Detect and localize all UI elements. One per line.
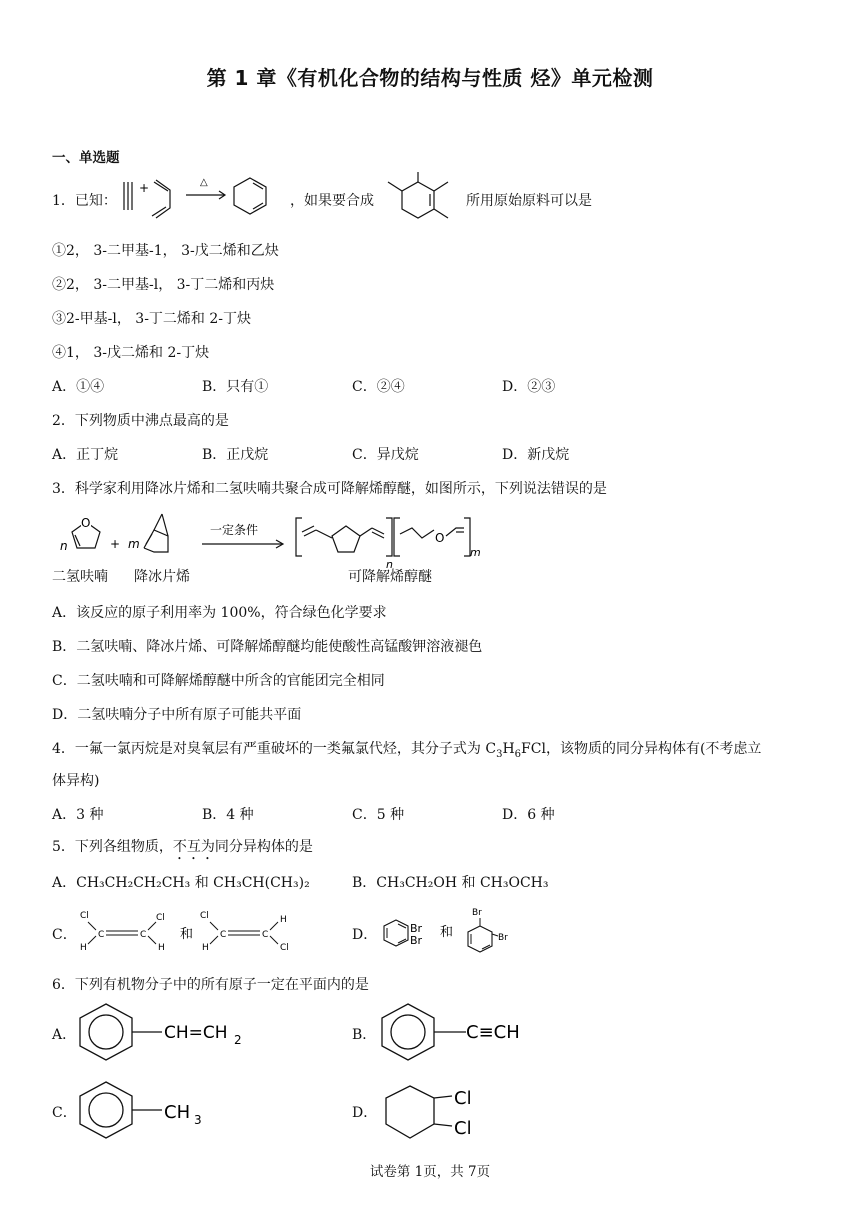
svg-text:Cl: Cl (200, 911, 209, 921)
q5-a-prefix: A． (52, 875, 77, 891)
q1-statement-4: ④1， 3-戊二烯和 2-丁炔 (52, 345, 210, 361)
q5-b-prefix: B． (352, 875, 377, 891)
dichlorocyclohexane-structure (380, 1080, 520, 1144)
svg-text:3: 3 (194, 1113, 202, 1127)
svg-text:H: H (202, 943, 209, 953)
q6-option-b[interactable]: B． (352, 1027, 377, 1043)
q4-stem-b: FCl，该物质的同分异构体有(不考虑立 (521, 741, 762, 757)
q1-option-b[interactable]: B．只有① (202, 379, 269, 395)
svg-text:C≡CH: C≡CH (466, 1022, 520, 1043)
o-atom-2: O (435, 531, 445, 545)
q6-option-a[interactable]: A． (52, 1027, 77, 1043)
q6-option-d[interactable]: D． (352, 1105, 378, 1121)
svg-text:Cl: Cl (454, 1088, 472, 1109)
subscript-n: n (386, 558, 393, 571)
svg-text:Br: Br (410, 934, 423, 947)
q6-stem: 6．下列有机物分子中的所有原子一定在平面内的是 (52, 977, 369, 993)
svg-text:C: C (220, 930, 227, 940)
q1-option-d[interactable]: D．②③ (502, 379, 556, 395)
svg-text:和: 和 (440, 925, 454, 940)
page-footer: 试卷第 1页，共 7页 (369, 1164, 491, 1180)
o-atom-1: O (81, 516, 91, 530)
q1-option-a[interactable]: A．①④ (52, 379, 105, 395)
svg-text:和: 和 (180, 927, 194, 942)
q1-statement-2: ②2， 3-二甲基-l， 3-丁二烯和丙炔 (52, 277, 275, 293)
q4-stem-continued: 体异构) (52, 773, 100, 789)
q5-b-text: CH₃CH₂OH 和 CH₃OCH₃ (376, 875, 549, 891)
q4-mid: H (502, 741, 515, 757)
q1-stem-middle: ，如果要合成 (290, 193, 374, 209)
diels-alder-scheme (118, 174, 288, 224)
q5-option-a[interactable] (52, 872, 310, 892)
dibromobenzene-pair (378, 902, 528, 958)
target-molecule (378, 172, 458, 228)
q2-option-c[interactable]: C．异戊烷 (352, 447, 419, 463)
svg-text:Cl: Cl (80, 911, 89, 921)
svg-text:H: H (80, 943, 87, 953)
q1-statement-3: ③2-甲基-l， 3-丁二烯和 2-丁炔 (52, 311, 252, 327)
q2-option-b[interactable]: B．正戊烷 (202, 447, 269, 463)
q1-stem-start: 1．已知： (52, 193, 117, 209)
svg-text:C: C (98, 930, 105, 940)
q2-option-d[interactable]: D．新戊烷 (502, 447, 570, 463)
q3-option-b[interactable]: B．二氢呋喃、降冰片烯、可降解烯醇醚均能使酸性高锰酸钾溶液褪色 (52, 639, 483, 655)
q1-stem-end: 所用原始原料可以是 (466, 193, 592, 209)
svg-text:Br: Br (410, 922, 423, 935)
q1-option-c[interactable]: C．②④ (352, 379, 405, 395)
q5-stem (52, 836, 313, 863)
section-heading: 一、单选题 (52, 150, 120, 166)
subscript-m: m (470, 546, 481, 559)
q3-stem: 3．科学家利用降冰片烯和二氢呋喃共聚合成可降解烯醇醚，如图所示，下列说法错误的是 (52, 481, 607, 497)
q4-sub-2: 6 (514, 748, 522, 760)
heat-symbol: △ (200, 177, 208, 188)
q5-a-text: CH₃CH₂CH₂CH₃ 和 CH₃CH(CH₃)₂ (76, 875, 310, 891)
q5-stem-emphasis: 不互为 (172, 839, 215, 855)
dichloroethene-isomers (76, 906, 316, 956)
styrene-structure (74, 1000, 274, 1064)
fig-label-polymer: 可降解烯醇醚 (348, 569, 432, 585)
svg-text:C: C (140, 930, 147, 940)
svg-text:Br: Br (498, 933, 508, 943)
q4-option-d[interactable]: D．6 种 (502, 807, 555, 823)
fig-label-dihydrofuran: 二氢呋喃 (52, 569, 108, 585)
q2-stem: 2．下列物质中沸点最高的是 (52, 413, 229, 429)
svg-text:H: H (158, 943, 165, 953)
plus-sign: + (110, 537, 121, 551)
q5-option-d[interactable]: D． (352, 927, 378, 943)
q4-sub-1: 3 (496, 748, 503, 760)
svg-text:Cl: Cl (280, 943, 289, 953)
q4-stem (52, 738, 761, 760)
q4-option-c[interactable]: C．5 种 (352, 807, 405, 823)
svg-text:Br: Br (472, 908, 482, 918)
svg-text:+: + (139, 181, 150, 195)
fig-label-norbornene: 降冰片烯 (134, 569, 190, 585)
svg-text:CH: CH (164, 1102, 191, 1123)
q3-option-a[interactable]: A．该反应的原子利用率为 100%，符合绿色化学要求 (52, 605, 387, 621)
svg-text:C: C (262, 930, 269, 940)
svg-text:Cl: Cl (156, 913, 165, 923)
q4-option-a[interactable]: A．3 种 (52, 807, 104, 823)
page-title: 第 1 章《有机化合物的结构与性质 烃》单元检测 (206, 66, 654, 90)
phenylacetylene-structure (376, 1000, 546, 1064)
q4-option-b[interactable]: B．4 种 (202, 807, 254, 823)
q5-option-c[interactable]: C． (52, 927, 77, 943)
toluene-structure (74, 1078, 234, 1142)
svg-text:H: H (280, 915, 287, 925)
q5-stem-b: 同分异构体的是 (214, 839, 313, 855)
q3-option-c[interactable]: C．二氢呋喃和可降解烯醇醚中所含的官能团完全相同 (52, 673, 385, 689)
q2-option-a[interactable]: A．正丁烷 (52, 447, 119, 463)
q1-statement-1: ①2， 3-二甲基-1， 3-戊二烯和乙炔 (52, 243, 279, 259)
q5-stem-a: 5．下列各组物质， (52, 839, 173, 855)
coef-n: n (60, 539, 68, 553)
q5-option-b[interactable] (352, 872, 549, 892)
svg-text:2: 2 (234, 1033, 242, 1047)
q4-stem-a: 4．一氟一氯丙烷是对臭氧层有严重破坏的一类氟氯代烃，其分子式为 C (52, 741, 497, 757)
q3-option-d[interactable]: D．二氢呋喃分子中所有原子可能共平面 (52, 707, 302, 723)
coef-m: m (128, 537, 140, 551)
svg-text:Cl: Cl (454, 1118, 472, 1139)
svg-text:CH=CH: CH=CH (164, 1023, 228, 1043)
q6-option-c[interactable]: C． (52, 1105, 77, 1121)
reaction-condition: 一定条件 (210, 523, 259, 537)
